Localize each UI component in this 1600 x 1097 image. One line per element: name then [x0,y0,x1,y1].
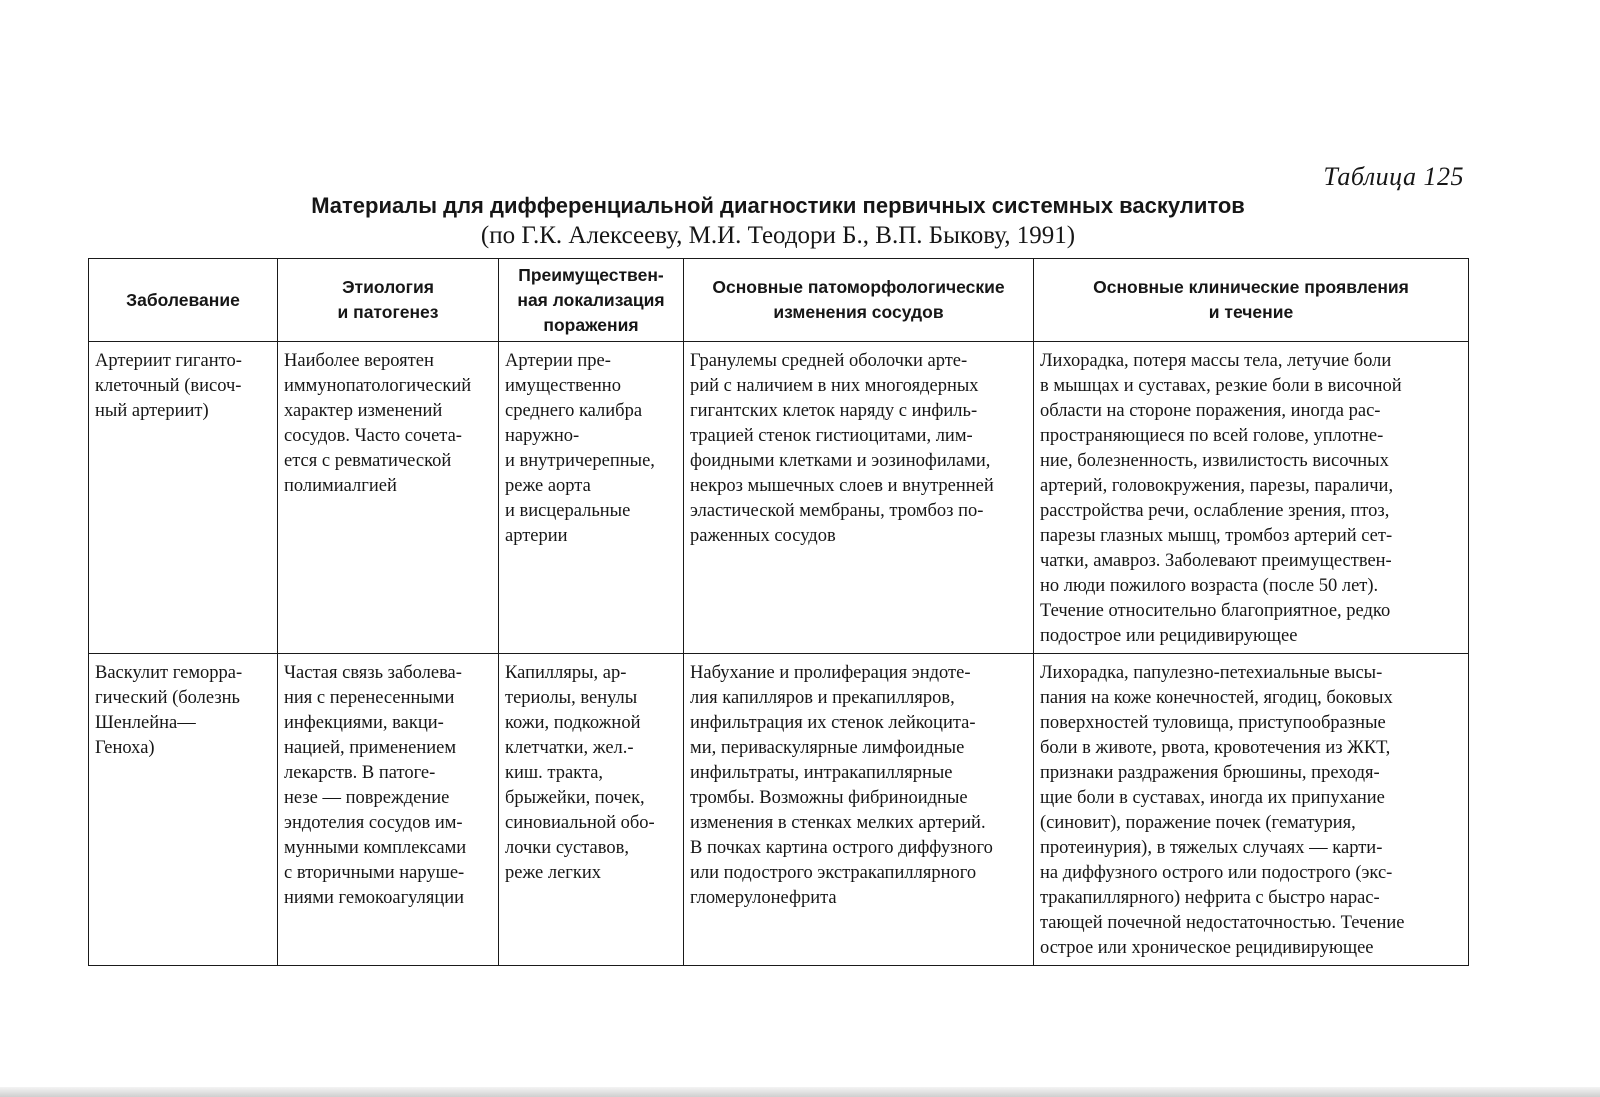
cell-clinical: Лихорадка, папулезно-петехиальные высы- пания на коже конечностей, ягодиц, боковых поверхностей туловища, приступообразные боли в животе, рвота, кровотечения из ЖКТ, признаки раздражения брюшины, преходя- щие боли в суставах, иногда их припухание (синовит), поражение почек (гематурия, протеинурия), в тяжелых случаях — карти- на диффузного острого или подострого (экс- тракапиллярного) нефрита с быстро нарас- тающей почечной недостаточностью. Течение острое или хроническое рецидивирующее [1034,654,1469,966]
cell-pathomorphology: Гранулемы средней оболочки арте- рий с наличием в них многоядерных гигантских клеток наряду с инфиль- трацией стенок гистиоцитами, лим- фоидными клетками и эозинофилами, некроз мышечных слоев и внутренней эластической мембраны, тромбоз по- раженных сосудов [684,342,1034,654]
cell-pathomorphology: Набухание и пролиферация эндоте- лия капилляров и прекапилляров, инфильтрация их стенок лейкоцита- ми, периваскулярные лимфоидные инфильтраты, интракапиллярные тромбы. Возможны фибриноидные изменения в стенках мелких артерий. В почках картина острого диффузного или подострого экстракапиллярного гломерулонефрита [684,654,1034,966]
table-number-label: Таблица 125 [1323,162,1464,191]
cell-localization: Капилляры, ар- териолы, венулы кожи, подкожной клетчатки, жел.- киш. тракта, брыжейки, почек, синовиальной обо- лочки суставов, реже легких [499,654,684,966]
cell-localization: Артерии пре- имущественно среднего калибра наружно- и внутричерепные, реже аорта и висцеральные артерии [499,342,684,654]
cell-disease: Васкулит геморра- гический (болезнь Шенлейна— Геноха) [89,654,278,966]
cell-clinical: Лихорадка, потеря массы тела, летучие боли в мышцах и суставах, резкие боли в височной области на стороне поражения, иногда рас- пространяющиеся по всей голове, уплотне- ние, болезненность, извилистость височных артерий, головокружения, парезы, параличи, расстройства речи, ослабление зрения, птоз, парезы глазных мышц, тромбоз артерий сет- чатки, амавроз. Заболевают преимуществен- но люди пожилого возраста (после 50 лет). Течение относительно благоприятное, редко подострое или рецидивирующее [1034,342,1469,654]
header-localization: Преимуществен- ная локализация поражения [499,259,684,342]
header-clinical: Основные клинические проявления и течение [1034,259,1469,342]
table-row [89,654,1469,966]
header-pathomorphology: Основные патоморфологические изменения сосудов [684,259,1034,342]
table-row [89,342,1469,654]
scan-bottom-edge [0,1087,1600,1097]
cell-etiology: Наиболее вероятен иммунопатологический характер изменений сосудов. Часто сочета- ется с ревматической полимиалгией [278,342,499,654]
cell-etiology: Частая связь заболева- ния с перенесенными инфекциями, вакци- нацией, применением лекарств. В патоге- незе — повреждение эндотелия сосудов им- мунными комплексами с вторичными наруше- ниями гемокоагуляции [278,654,499,966]
table-header-row [89,259,1469,342]
header-disease: Заболевание [89,259,278,342]
vasculitis-table [88,258,1469,966]
cell-disease: Артериит гиганто- клеточный (височ- ный артериит) [89,342,278,654]
header-etiology: Этиология и патогенез [278,259,499,342]
document-title: Материалы для дифференциальной диагностики первичных системных васкулитов [311,193,1245,218]
document-subtitle: (по Г.К. Алексееву, М.И. Теодори Б., В.П. Быкову, 1991) [480,222,1076,249]
